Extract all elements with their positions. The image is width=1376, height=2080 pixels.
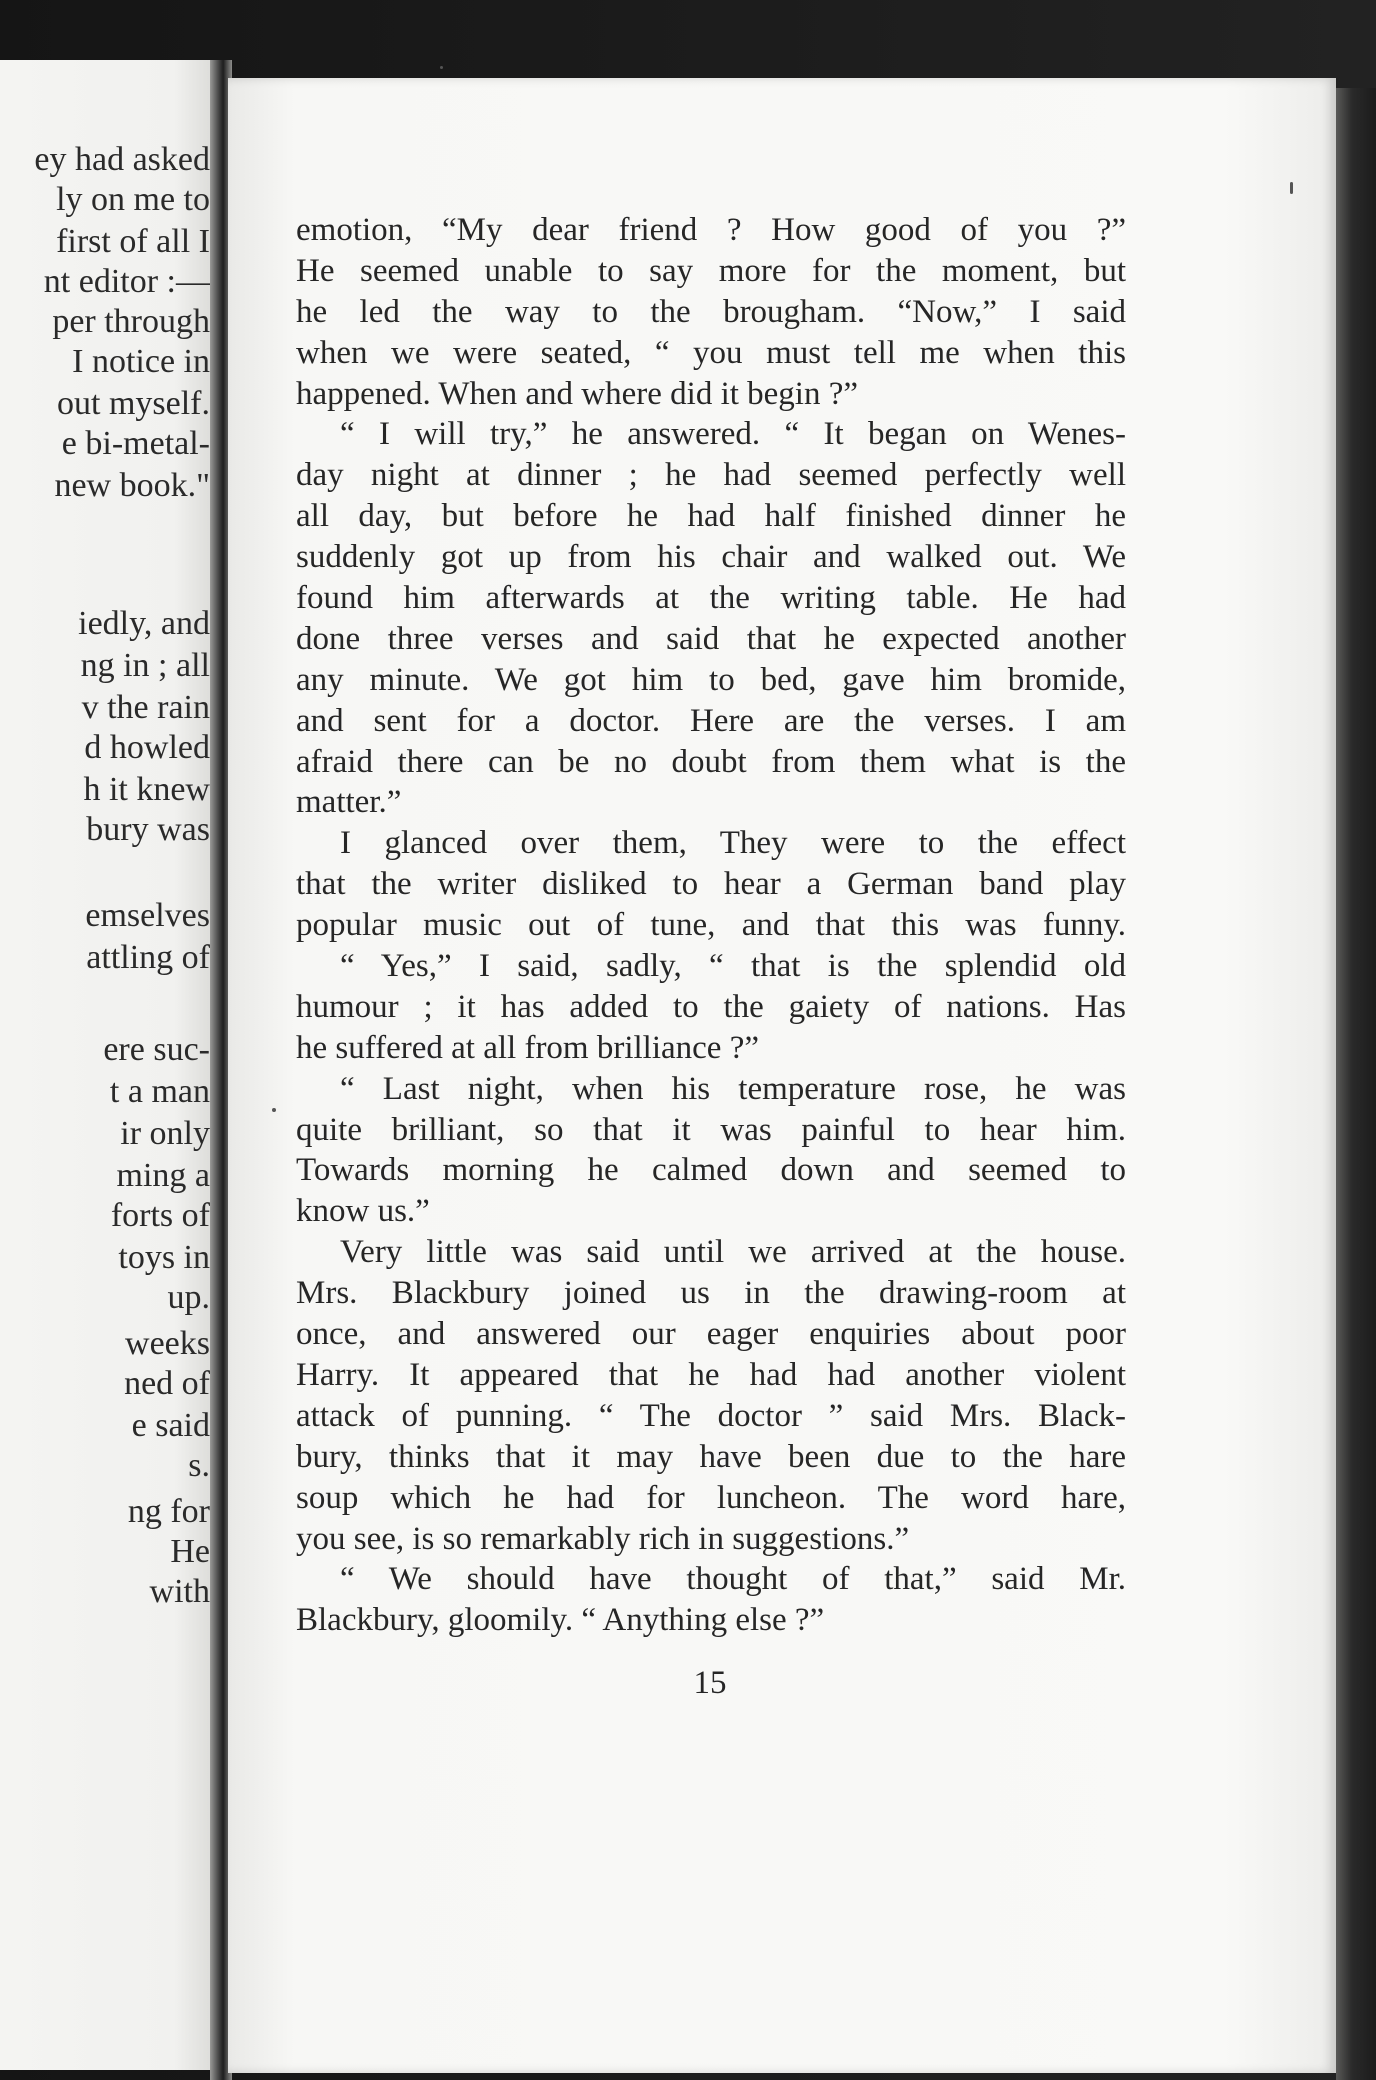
facing-page-line: h it knew — [83, 771, 210, 808]
facing-page-line: ir only — [120, 1115, 210, 1152]
text-line: matter.” — [296, 784, 402, 821]
text-line: “ Yes,” I said, sadly, “ that is the splendid old — [340, 948, 1126, 985]
text-line: found him afterwards at the writing table. He had — [296, 580, 1126, 617]
page-edge — [1336, 88, 1376, 2080]
text-line: all day, but before he had half finished dinner he — [296, 498, 1126, 535]
text-line: popular music out of tune, and that this was funny. — [296, 907, 1126, 944]
text-line: and sent for a doctor. Here are the verses. I am — [296, 702, 1126, 739]
facing-page-line: I notice in — [72, 343, 210, 380]
text-line: “ Last night, when his temperature rose, he was — [340, 1070, 1126, 1107]
text-line: know us.” — [296, 1193, 430, 1230]
facing-page-line: He — [170, 1533, 210, 1570]
text-line: you see, is so remarkably rich in suggestions.” — [296, 1520, 910, 1557]
text-line: I glanced over them, They were to the effect — [340, 825, 1126, 862]
facing-page-line: ly on me to — [56, 181, 210, 218]
facing-page-line: up. — [167, 1279, 210, 1316]
facing-page-line: ere suc- — [103, 1031, 210, 1068]
text-line: any minute. We got him to bed, gave him bromide, — [296, 661, 1126, 698]
dust-speck — [440, 66, 443, 69]
facing-page-line: nt editor :— — [43, 263, 210, 300]
facing-page-line: out myself. — [57, 385, 210, 422]
text-line: He seemed unable to say more for the moment, but — [296, 252, 1126, 289]
facing-page-line: with — [149, 1573, 210, 1610]
text-line: “ We should have thought of that,” said Mr. — [340, 1561, 1126, 1598]
facing-page-line: v the rain — [81, 689, 210, 726]
page-text — [296, 210, 1126, 1641]
text-line: suddenly got up from his chair and walked out. We — [296, 539, 1126, 576]
text-line: soup which he had for luncheon. The word hare, — [296, 1479, 1126, 1516]
text-line: afraid there can be no doubt from them what is the — [296, 743, 1126, 780]
text-line: Mrs. Blackbury joined us in the drawing-room at — [296, 1275, 1126, 1312]
text-line: day night at dinner ; he had seemed perfectly well — [296, 457, 1126, 494]
text-line: happened. When and where did it begin ?” — [296, 375, 859, 412]
text-line: humour ; it has added to the gaiety of nations. Has — [296, 988, 1126, 1025]
facing-page-line: t a man — [109, 1073, 210, 1110]
facing-page-line: bury was — [86, 811, 210, 848]
facing-page-line: ming a — [116, 1157, 210, 1194]
text-line: Towards morning he calmed down and seemed to — [296, 1152, 1126, 1189]
text-line: Harry. It appeared that he had had another violent — [296, 1356, 1126, 1393]
facing-page-line: first of all I — [56, 223, 210, 260]
facing-page-line: e bi-metal- — [61, 425, 210, 462]
text-line: that the writer disliked to hear a German band play — [296, 866, 1126, 903]
facing-page-line: per through — [52, 303, 210, 340]
text-line: Very little was said until we arrived at the house. — [340, 1234, 1126, 1271]
facing-page-line: ned of — [124, 1365, 210, 1402]
text-line: quite brilliant, so that it was painful to hear him. — [296, 1111, 1126, 1148]
facing-page-line: ng for — [127, 1493, 210, 1530]
dust-speck — [272, 1108, 276, 1112]
text-line: emotion, “My dear friend ? How good of you ?” — [296, 212, 1126, 248]
facing-page-line: new book." — [54, 467, 210, 504]
facing-page — [0, 60, 218, 2070]
facing-page-line: attling of — [86, 939, 210, 976]
text-line: Blackbury, gloomily. “ Anything else ?” — [296, 1602, 825, 1639]
text-line: when we were seated, “ you must tell me when this — [296, 334, 1126, 371]
page-number: 15 — [693, 1665, 727, 1701]
facing-page-line: toys in — [118, 1239, 210, 1276]
facing-page-line: weeks — [125, 1325, 210, 1362]
facing-page-line: ey had asked — [34, 141, 210, 178]
facing-page-line: iedly, and — [78, 605, 210, 642]
facing-page-line: e said — [131, 1407, 210, 1444]
text-line: he led the way to the brougham. “Now,” I said — [296, 293, 1126, 330]
text-line: done three verses and said that he expected another — [296, 620, 1126, 657]
facing-page-line: forts of — [110, 1197, 210, 1234]
facing-page-line: emselves — [85, 897, 210, 934]
text-line: once, and answered our eager enquiries about poor — [296, 1316, 1126, 1353]
facing-page-line: s. — [188, 1447, 210, 1484]
dust-speck — [1290, 182, 1293, 194]
text-line: “ I will try,” he answered. “ It began on Wenes- — [340, 416, 1126, 453]
text-line: bury, thinks that it may have been due to the hare — [296, 1438, 1126, 1475]
text-line: he suffered at all from brilliance ?” — [296, 1029, 759, 1066]
text-line: attack of punning. “ The doctor ” said Mrs. Black- — [296, 1397, 1126, 1434]
facing-page-line: ng in ; all — [80, 647, 210, 684]
facing-page-line: d howled — [84, 729, 210, 766]
